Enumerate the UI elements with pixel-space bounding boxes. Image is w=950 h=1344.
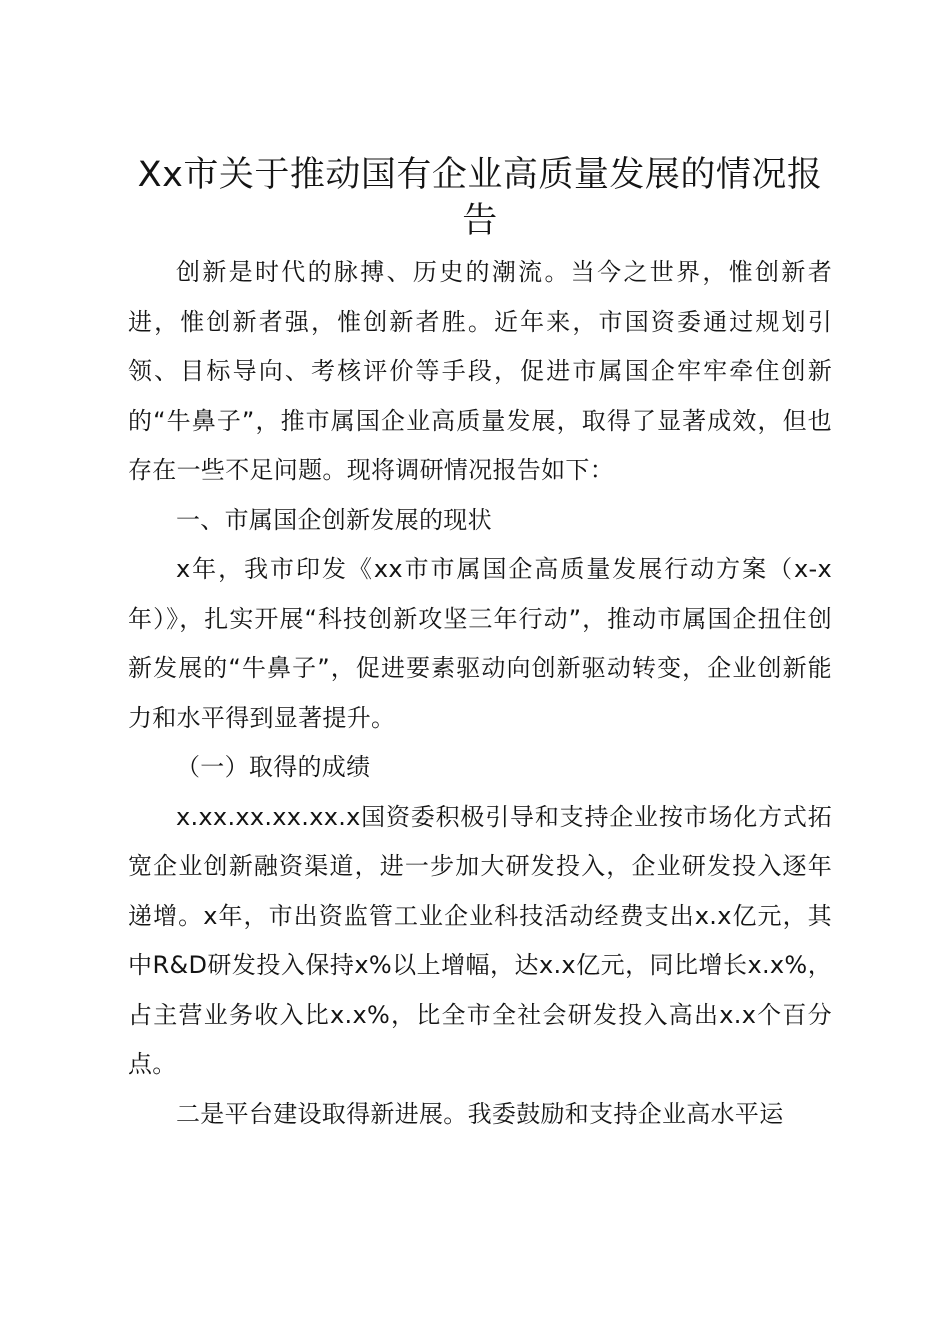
action-plan-paragraph: x年，我市印发《xx市市属国企高质量发展行动方案（x-x年）》，扎实开展“科技创新攻坚三年行动”，推动市属国企扭住创新发展的“牛鼻子”，促进要素驱动向创新驱动转变，企业创新能力和水平得到显著提升。 (128, 555, 832, 732)
document-body (128, 152, 832, 1139)
section-heading-current-status: 一、市属国企创新发展的现状 (176, 505, 492, 534)
intro-paragraph: 创新是时代的脉搏、历史的潮流。当今之世界，惟创新者进，惟创新者强，惟创新者胜。近年来，市国资委通过规划引领、目标导向、考核评价等手段，促进市属国企牢牢牵住创新的“牛鼻子”，推市属国企业高质量发展，取得了显著成效，但也存在一些不足问题。现将调研情况报告如下： (128, 258, 832, 484)
document-title: Xx市关于推动国有企业高质量发展的情况报告 (137, 155, 823, 241)
platform-building-paragraph: 二是平台建设取得新进展。我委鼓励和支持企业高水平运 (176, 1099, 784, 1128)
subsection-heading-achievements: （一）取得的成绩 (176, 753, 371, 781)
rd-investment-paragraph: x.xx.xx.xx.xx.x国资委积极引导和支持企业按市场化方式拓宽企业创新融资渠道，进一步加大研发投入，企业研发投入逐年递增。x年，市出资监管工业企业科技活动经费支出x.x亿元，其中R&D研发投入保持x%以上增幅，达x.x亿元，同比增长x.x%，占主营业务收入比x.x%，比全市全社会研发投入高出x.x个百分点。 (128, 802, 832, 1078)
